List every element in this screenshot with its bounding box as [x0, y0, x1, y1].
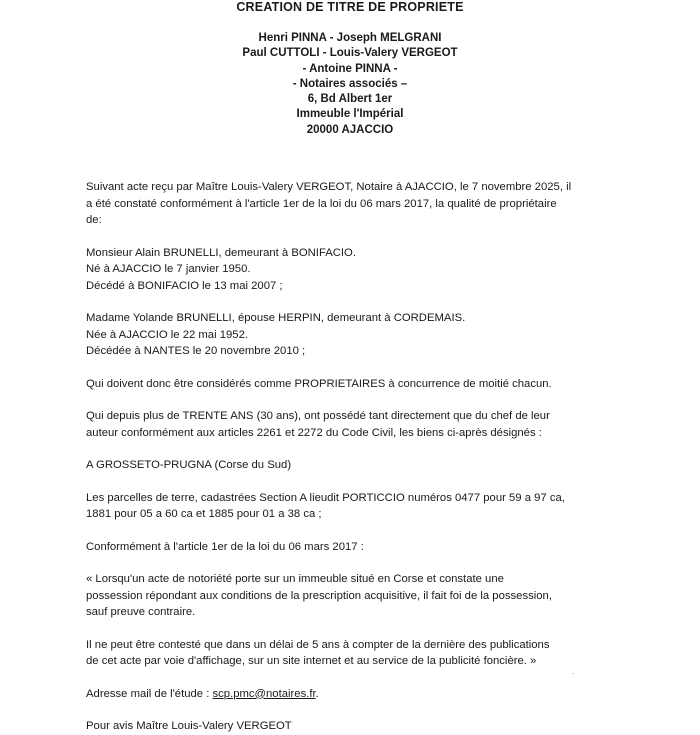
paragraph-intro [86, 179, 612, 229]
header-line: Henri PINNA - Joseph MELGRANI [258, 32, 442, 44]
notary-office-header [0, 31, 700, 138]
document-body [86, 179, 612, 735]
email-label: Adresse mail de l'étude : [86, 687, 213, 700]
header-line: Immeuble l'Impérial [296, 108, 404, 121]
paragraph-line: Il ne peut être contesté que dans un délai de 5 ans à compter de la dernière des publications [86, 638, 550, 651]
paragraph-line: sauf preuve contraire. [86, 606, 196, 619]
paragraph-line: Décédée à NANTES le 20 novembre 2010 ; [86, 345, 306, 358]
paragraph-line: Qui depuis plus de TRENTE ANS (30 ans), ont possédé tant directement que du chef de leur [86, 410, 550, 423]
header-line: 6, Bd Albert 1er [307, 93, 393, 106]
paragraph-contest [86, 637, 612, 670]
email-line [86, 686, 612, 703]
paragraph-person-1 [86, 245, 612, 295]
paragraph-email [86, 686, 612, 703]
paragraph-line: Suivant acte reçu par Maître Louis-Valery VERGEOT, Notaire à AJACCIO, le 7 novembre 2025, il [86, 181, 572, 194]
paragraph-line: possession répondant aux conditions de la prescription acquisitive, il fait foi de la possession, [86, 589, 552, 602]
email-link[interactable]: scp.pmc@notaires.fr [212, 687, 316, 700]
header-line: 20000 AJACCIO [306, 123, 394, 136]
paragraph-line: Né à AJACCIO le 7 janvier 1950. [86, 263, 251, 276]
paragraph-line: auteur conformément aux articles 2261 et 2272 du Code Civil, les biens ci-après désignés : [86, 426, 542, 439]
signature-line: Pour avis Maître Louis-Valery VERGEOT [86, 720, 292, 733]
document-title: CREATION DE TITRE DE PROPRIETE [236, 0, 464, 14]
paragraph-line: 1881 pour 05 a 60 ca et 1885 pour 01 a 38 ca ; [86, 508, 322, 521]
paragraph-person-2 [86, 310, 612, 360]
paragraph-line: Madame Yolande BRUNELLI, épouse HERPIN, demeurant à CORDEMAIS. [86, 312, 466, 325]
paragraph-line: de cet acte par voie d'affichage, sur un site internet et au service de la publicité foncière. » [86, 655, 537, 668]
paragraph-line: Qui doivent donc être considérés comme PROPRIETAIRES à concurrence de moitié chacun. [86, 377, 552, 390]
paragraph-parcels [86, 490, 612, 523]
paragraph-line: Conformément à l'article 1er de la loi du 06 mars 2017 : [86, 540, 364, 553]
paragraph-law-reference [86, 539, 612, 556]
paragraph-quote [86, 571, 612, 621]
paragraph-line: Monsieur Alain BRUNELLI, demeurant à BONIFACIO. [86, 246, 356, 259]
paragraph-ownership [86, 376, 612, 393]
email-suffix: . [315, 687, 319, 700]
header-line: Paul CUTTOLI - Louis-Valery VERGEOT [242, 47, 458, 60]
paragraph-line: Décédé à BONIFACIO le 13 mai 2007 ; [86, 279, 283, 292]
paragraph-line: de: [86, 214, 102, 227]
paragraph-signature [86, 718, 612, 735]
header-line: - Notaires associés – [292, 77, 408, 90]
paragraph-line: a été constaté conformément à l'article 1er de la loi du 06 mars 2017, la qualité de propriétaire [86, 197, 557, 210]
paragraph-line: A GROSSETO-PRUGNA (Corse du Sud) [86, 459, 292, 472]
header-line: - Antoine PINNA - [302, 62, 398, 75]
page-mark: . [572, 666, 575, 676]
paragraph-line: Née à AJACCIO le 22 mai 1952. [86, 328, 249, 341]
paragraph-line: « Lorsqu'un acte de notoriété porte sur un immeuble situé en Corse et constate une [86, 573, 504, 586]
paragraph-location [86, 457, 612, 474]
paragraph-line: Les parcelles de terre, cadastrées Section A lieudit PORTICCIO numéros 0477 pour 59 a 97 ca, [86, 491, 565, 504]
paragraph-possession [86, 408, 612, 441]
